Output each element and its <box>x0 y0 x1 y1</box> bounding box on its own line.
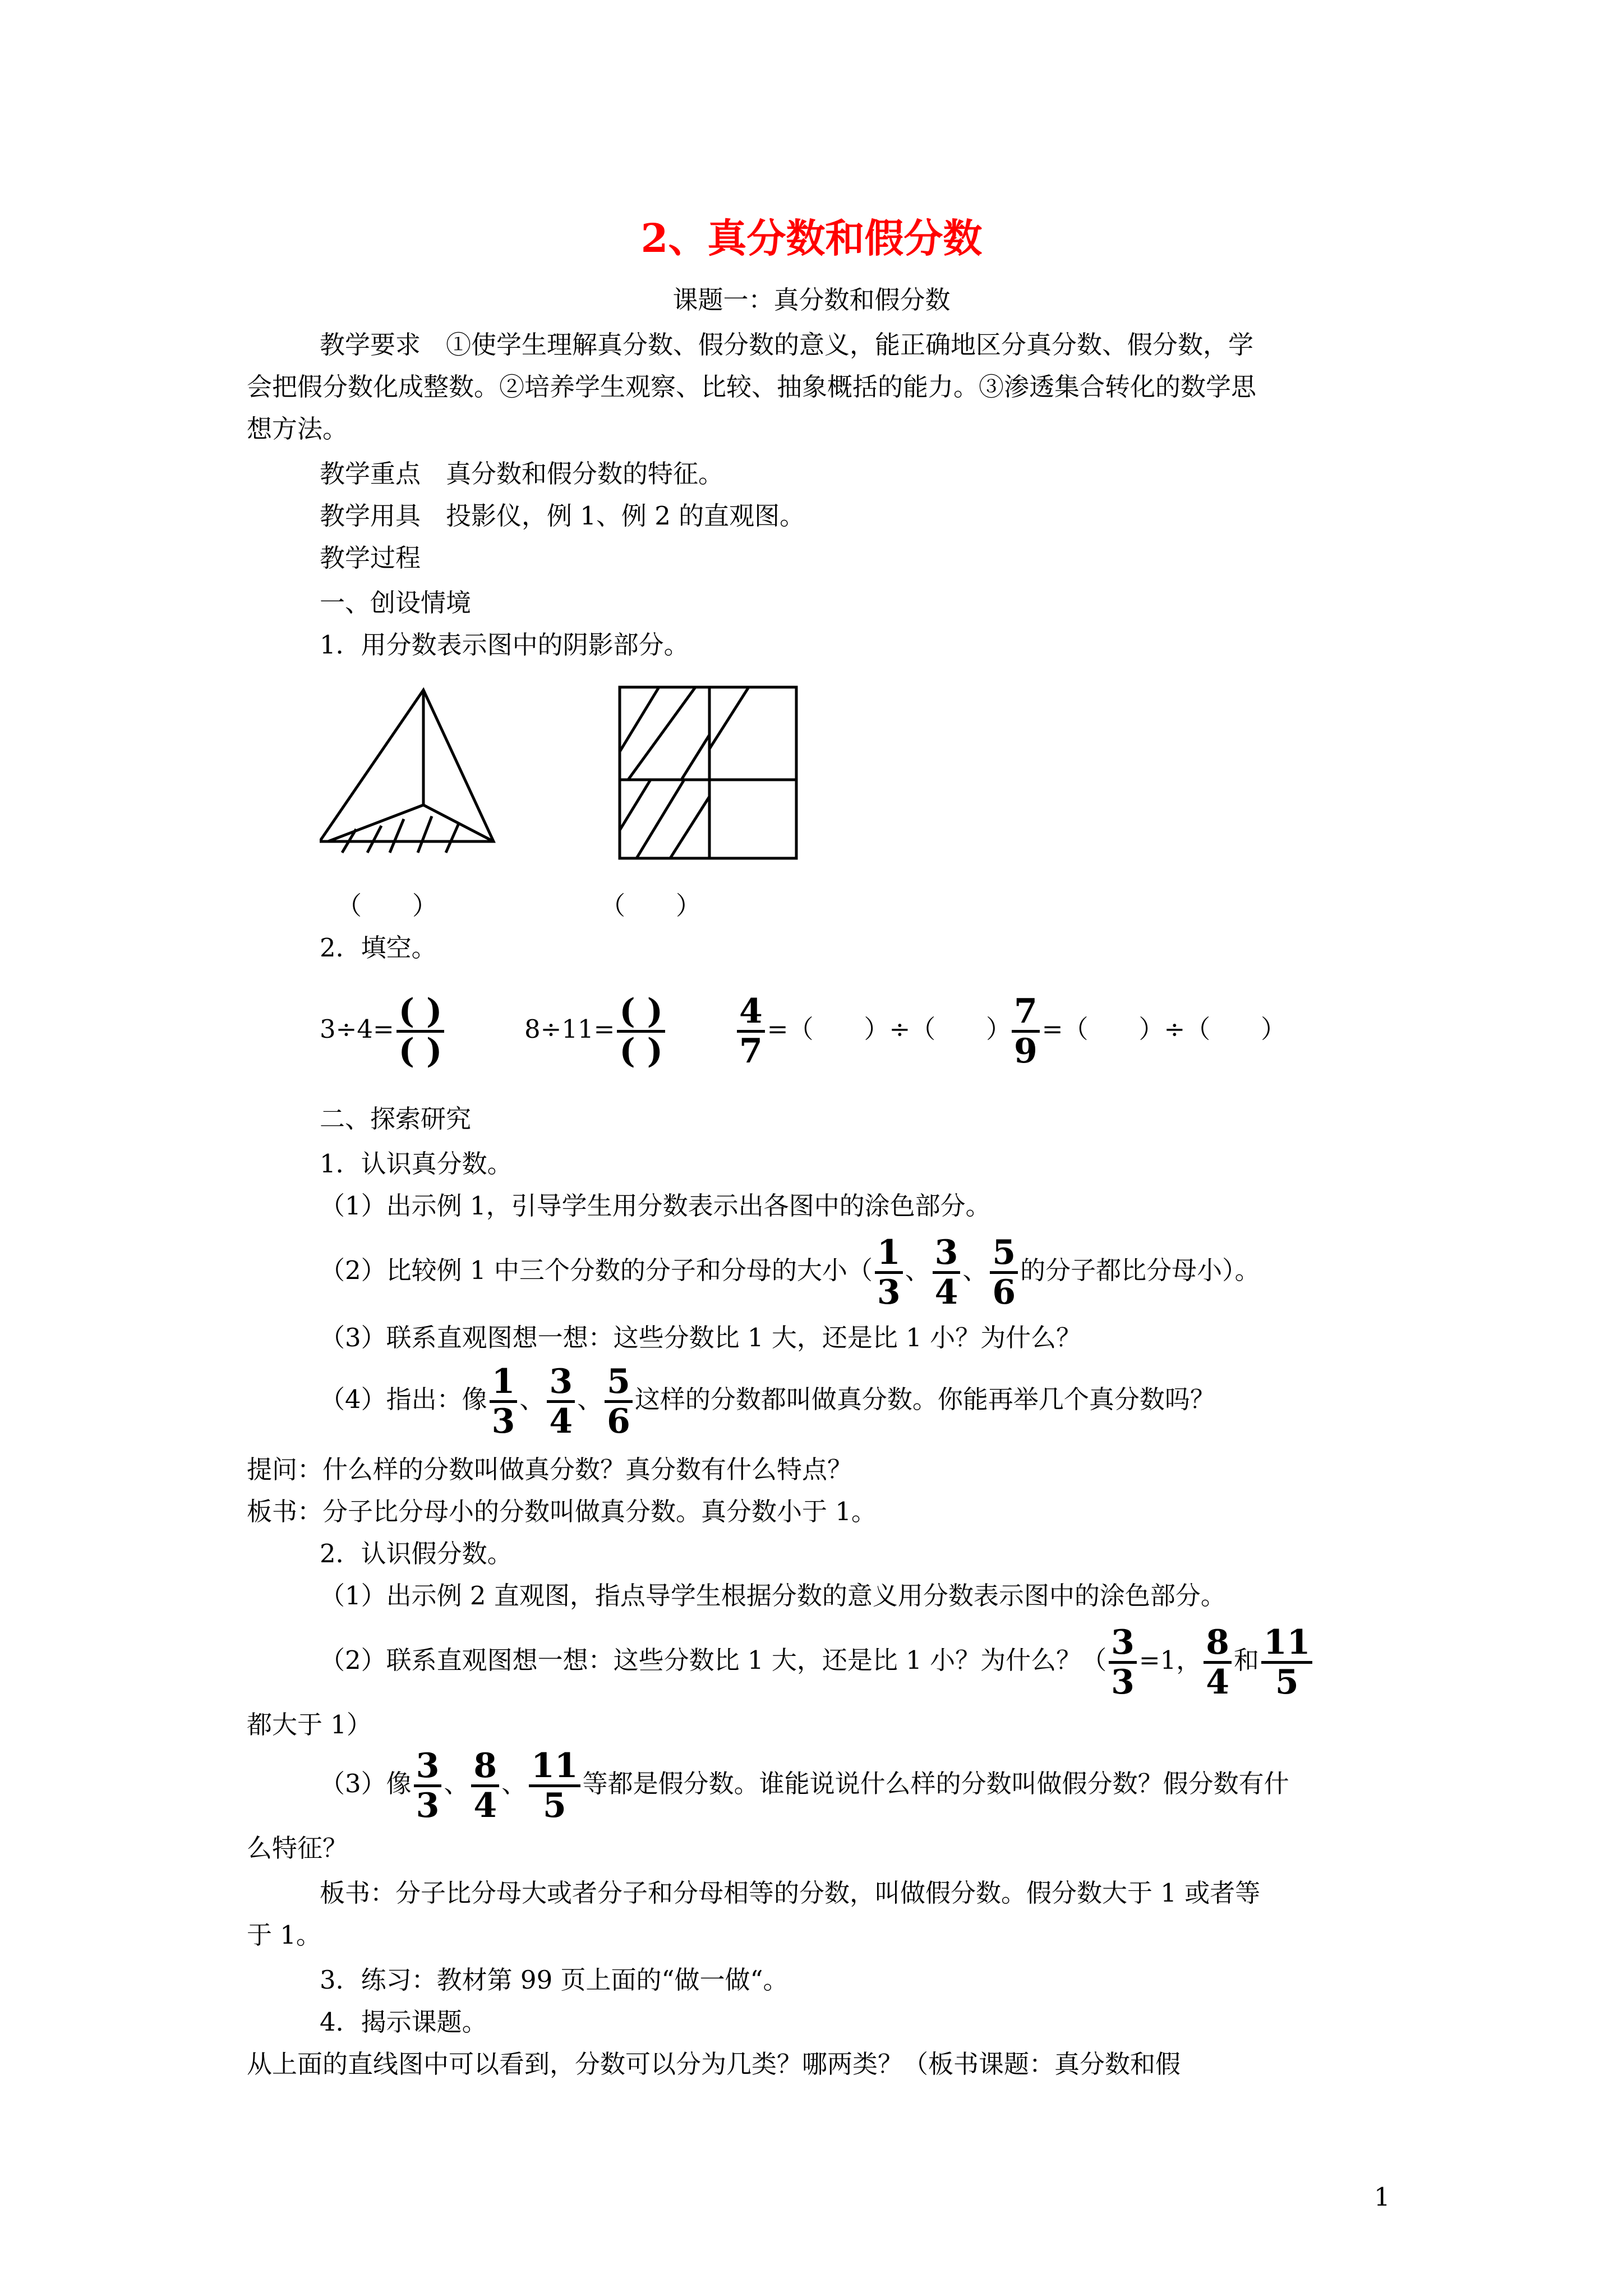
triangle-figure <box>320 679 510 869</box>
fraction-5-6: $\frac{5}{6}$ <box>605 1363 633 1440</box>
fill-expr-1 <box>320 987 446 1071</box>
triangle-inner-right <box>423 805 494 841</box>
fill-expr-1-left: 3÷4= <box>320 1014 394 1044</box>
improper-step-1: （1）出示例 2 直观图，指点导学生根据分数的意义用分数表示图中的涂色部分。 <box>320 1581 1226 1611</box>
hatch-line <box>628 687 695 780</box>
hatch-line <box>670 797 709 858</box>
page-number: 1 <box>1374 2182 1390 2212</box>
last-line: 从上面的直线图中可以看到，分数可以分为几类？哪两类？（板书课题：真分数和假 <box>247 2049 1181 2079</box>
fraction-3-3: $\frac{3}{3}$ <box>414 1747 442 1824</box>
fraction-7-9: $\frac{7}{9}$ <box>1012 993 1040 1070</box>
fill-expr-2-left: 8÷11= <box>524 1014 615 1044</box>
fraction-5-6: $\frac{5}{6}$ <box>990 1234 1018 1311</box>
page-title: 2、真分数和假分数 <box>640 215 983 261</box>
proper-step-1: （1）出示例 1，引导学生用分数表示出各图中的涂色部分。 <box>320 1191 991 1221</box>
blank-fraction: $\frac{( )}{( )}$ <box>617 993 665 1070</box>
fraction-3-4: $\frac{3}{4}$ <box>547 1363 575 1440</box>
improper-step-2: （2）联系直观图想一想：这些分数比 1 大，还是比 1 小？为什么？（ $\frac{3}{3}$ =1， $\frac{8}{4}$ 和 $\frac{11}{5}$ <box>320 1618 1315 1703</box>
fraction-8-4: $\frac{8}{4}$ <box>1204 1624 1232 1701</box>
proper-step-4: （4）指出：像 $\frac{1}{3}$ 、 $\frac{3}{4}$ 、 $\frac{5}{6}$ 这样的分数都叫做真分数。你能再举几个真分数吗？ <box>320 1362 1215 1441</box>
fraction-1-3: $\frac{1}{3}$ <box>490 1363 518 1440</box>
hatch-line <box>681 735 709 780</box>
requirements-line-3: 想方法。 <box>247 414 348 444</box>
question-2: 2．填空。 <box>320 933 437 963</box>
hatch-line <box>620 687 659 752</box>
fraction-11-5: $\frac{11}{5}$ <box>1261 1624 1313 1701</box>
requirements-line-1: 教学要求 ①使学生理解真分数、假分数的意义，能正确地区分真分数、假分数，学 <box>320 330 1254 360</box>
fill-expr-4-rest: =（ ）÷（ ） <box>1041 1014 1287 1044</box>
square-grid-figure <box>617 684 802 864</box>
hatch-line <box>709 687 749 749</box>
fraction-3-3: $\frac{3}{3}$ <box>1109 1624 1137 1701</box>
fraction-4-7: $\frac{4}{7}$ <box>737 993 765 1070</box>
section-1-heading: 一、创设情境 <box>320 588 472 618</box>
square-answer-blank: （ ） <box>600 891 702 921</box>
requirements-line-2: 会把假分数化成整数。②培养学生观察、比较、抽象概括的能力。③渗透集合转化的数学思 <box>247 372 1257 402</box>
board-improper-line-1: 板书：分子比分母大或者分子和分母相等的分数，叫做假分数。假分数大于 1 或者等 <box>320 1878 1261 1908</box>
question-1: 1．用分数表示图中的阴影部分。 <box>320 630 689 660</box>
improper-step-2-tail: 都大于 1） <box>247 1710 372 1740</box>
teaching-tools: 教学用具 投影仪，例 1、例 2 的直观图。 <box>320 501 805 531</box>
fill-expr-3 <box>735 987 1011 1071</box>
improper-step-3: （3）像 $\frac{3}{3}$ 、 $\frac{8}{4}$ 、 $\frac{11}{5}$ 等都是假分数。谁能说说什么样的分数叫做假分数？假分数有什 <box>320 1746 1289 1825</box>
reveal-topic-step: 4．揭示课题。 <box>320 2007 487 2037</box>
hatch-line <box>446 823 459 853</box>
hatch-line <box>390 819 404 853</box>
blank-fraction: $\frac{( )}{( )}$ <box>396 993 445 1070</box>
hatch-line <box>620 780 651 830</box>
fill-expr-3-rest: =（ ）÷（ ） <box>767 1014 1012 1044</box>
board-improper-line-2: 于 1。 <box>247 1920 321 1950</box>
fill-expr-2 <box>524 987 667 1071</box>
teaching-process-heading: 教学过程 <box>320 543 421 573</box>
triangle-outline <box>320 690 494 841</box>
practice-step: 3．练习：教材第 99 页上面的“做一做“。 <box>320 1965 789 1995</box>
question-proper: 提问：什么样的分数叫做真分数？真分数有什么特点？ <box>247 1455 853 1484</box>
hatch-line <box>367 826 381 853</box>
lesson-subtitle: 课题一：真分数和假分数 <box>672 285 951 315</box>
triangle-answer-blank: （ ） <box>336 891 438 921</box>
proper-fraction-heading: 1．认识真分数。 <box>320 1149 513 1179</box>
proper-step-2: （2）比较例 1 中三个分数的分子和分母的大小（ $\frac{1}{3}$ 、 $\frac{3}{4}$ 、 $\frac{5}{6}$ 的分子都比分母小）。 <box>320 1233 1260 1312</box>
fraction-8-4: $\frac{8}{4}$ <box>471 1747 499 1824</box>
fraction-11-5: $\frac{11}{5}$ <box>529 1747 580 1824</box>
fill-expr-4 <box>1009 987 1286 1071</box>
hatch-line <box>418 816 432 853</box>
improper-fraction-heading: 2．认识假分数。 <box>320 1539 513 1568</box>
fraction-1-3: $\frac{1}{3}$ <box>875 1234 903 1311</box>
improper-step-3-line-2: 么特征？ <box>247 1833 348 1863</box>
section-2-heading: 二、探索研究 <box>320 1104 472 1134</box>
fraction-3-4: $\frac{3}{4}$ <box>933 1234 961 1311</box>
proper-step-3: （3）联系直观图想一想：这些分数比 1 大，还是比 1 小？为什么？ <box>320 1323 1082 1352</box>
teaching-focus: 教学重点 真分数和假分数的特征。 <box>320 459 724 489</box>
board-proper: 板书：分子比分母小的分数叫做真分数。真分数小于 1。 <box>247 1497 877 1526</box>
